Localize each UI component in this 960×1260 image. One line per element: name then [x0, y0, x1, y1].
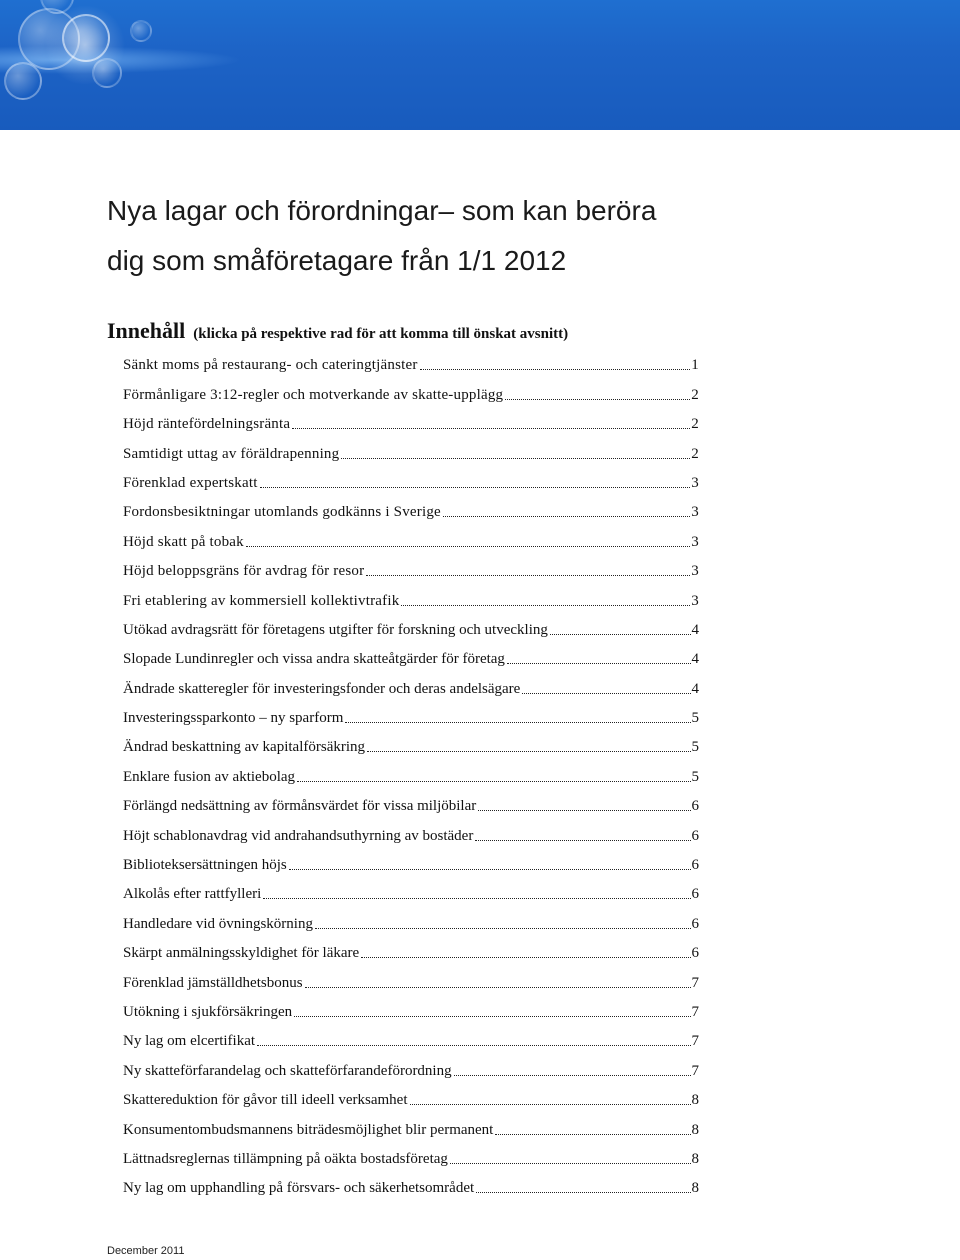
toc-entry-page[interactable]: 5 — [691, 739, 699, 756]
toc-entry-label[interactable]: Utökning i sjukförsäkringen — [123, 1003, 293, 1020]
title-line-1: Nya lagar och förordningar– som kan beröra — [107, 195, 657, 226]
toc-entry[interactable] — [123, 463, 699, 492]
toc-entry-label[interactable]: Höjd skatt på tobak — [123, 533, 244, 550]
toc-entry-label[interactable]: Höjt schablonavdrag vid andrahandsuthyrning av bostäder — [123, 827, 474, 844]
toc-entry-label[interactable]: Enklare fusion av aktiebolag — [123, 768, 296, 785]
toc-entry[interactable] — [123, 610, 699, 639]
toc-entry-label[interactable]: Ändrad beskattning av kapitalförsäkring — [123, 739, 366, 756]
toc-entry[interactable] — [123, 1050, 699, 1079]
toc-dot-leader — [289, 869, 691, 870]
toc-entry-page[interactable]: 3 — [691, 504, 699, 521]
toc-entry-page[interactable]: 5 — [691, 768, 699, 785]
toc-entry[interactable] — [123, 727, 699, 756]
toc-entry[interactable] — [123, 580, 699, 609]
toc-entry[interactable] — [123, 874, 699, 903]
toc-entry-label[interactable]: Ändrade skatteregler för investeringsfonder och deras andelsägare — [123, 680, 521, 697]
toc-entry[interactable] — [123, 815, 699, 844]
toc-dot-leader — [443, 516, 690, 517]
toc-entry-label[interactable]: Lättnadsreglernas tillämpning på oäkta bostadsföretag — [123, 1150, 448, 1167]
toc-entry[interactable] — [123, 1139, 699, 1168]
toc-entry[interactable] — [123, 345, 699, 374]
toc-entry[interactable] — [123, 786, 699, 815]
toc-entry-page[interactable]: 6 — [691, 857, 699, 874]
title-line-2: dig som småföretagare från 1/1 2012 — [107, 245, 567, 276]
toc-entry-label[interactable]: Ny skatteförfarandelag och skatteförfarandeförordning — [123, 1062, 452, 1079]
toc-entry-page[interactable]: 3 — [691, 563, 699, 580]
toc-dot-leader — [305, 987, 691, 988]
toc-entry[interactable] — [123, 1021, 699, 1050]
bubble-decoration — [62, 14, 110, 62]
toc-entry-page[interactable]: 2 — [691, 445, 699, 462]
toc-entry-label[interactable]: Höjd beloppsgräns för avdrag för resor — [123, 563, 365, 580]
toc-entry-page[interactable]: 6 — [691, 798, 699, 815]
toc-entry-page[interactable]: 7 — [691, 1033, 699, 1050]
document-title — [107, 186, 907, 286]
toc-dot-leader — [420, 369, 691, 370]
footer-date: December 2011 — [107, 1245, 185, 1257]
toc-dot-leader — [345, 722, 690, 723]
toc-entry-label[interactable]: Skattereduktion för gåvor till ideell verksamhet — [123, 1092, 408, 1109]
toc-dot-leader — [507, 663, 691, 664]
toc-entry[interactable] — [123, 521, 699, 550]
toc-entry-page[interactable]: 3 — [691, 592, 699, 609]
toc-entry-label[interactable]: Slopade Lundinregler och vissa andra skatteåtgärder för företag — [123, 651, 505, 668]
toc-entry-page[interactable]: 7 — [691, 974, 699, 991]
toc-heading-label: Innehåll — [107, 318, 186, 343]
toc-dot-leader — [297, 781, 690, 782]
toc-entry-page[interactable]: 6 — [691, 945, 699, 962]
toc-dot-leader — [263, 898, 690, 899]
toc-entry-label[interactable]: Utökad avdragsrätt för företagens utgifter för forskning och utveckling — [123, 621, 548, 638]
toc-entry-label[interactable]: Fordonsbesiktningar utomlands godkänns i Sverige — [123, 504, 441, 521]
toc-entry-label[interactable]: Förenklad jämställdhetsbonus — [123, 974, 303, 991]
toc-entry-label[interactable]: Handledare vid övningskörning — [123, 915, 313, 932]
toc-heading — [107, 318, 568, 344]
toc-entry-page[interactable]: 5 — [691, 710, 699, 727]
toc-entry-label[interactable]: Alkolås efter rattfylleri — [123, 886, 262, 903]
toc-entry-label[interactable]: Konsumentombudsmannens biträdesmöjlighet blir permanent — [123, 1121, 494, 1138]
toc-entry[interactable] — [123, 1168, 699, 1197]
toc-entry-page[interactable]: 6 — [691, 915, 699, 932]
toc-entry-page[interactable]: 2 — [691, 416, 699, 433]
toc-entry-label[interactable]: Ny lag om upphandling på försvars- och säkerhetsområdet — [123, 1180, 475, 1197]
toc-entry[interactable] — [123, 756, 699, 785]
toc-dot-leader — [366, 575, 690, 576]
toc-entry[interactable] — [123, 404, 699, 433]
toc-dot-leader — [476, 1192, 690, 1193]
toc-dot-leader — [260, 487, 691, 488]
toc-entry-page[interactable]: 4 — [691, 651, 699, 668]
toc-entry-label[interactable]: Fri etablering av kommersiell kollektivtrafik — [123, 592, 400, 609]
toc-entry-label[interactable]: Förlängd nedsättning av förmånsvärdet för vissa miljöbilar — [123, 798, 477, 815]
toc-entry-page[interactable]: 7 — [691, 1003, 699, 1020]
toc-entry-label[interactable]: Förenklad expertskatt — [123, 474, 258, 491]
bubble-decoration — [92, 58, 122, 88]
toc-entry-page[interactable]: 4 — [691, 621, 699, 638]
toc-dot-leader — [454, 1075, 691, 1076]
toc-entry[interactable] — [123, 962, 699, 991]
toc-entry-label[interactable]: Samtidigt uttag av föräldrapenning — [123, 445, 340, 462]
toc-entry-label[interactable]: Sänkt moms på restaurang- och cateringtjänster — [123, 357, 418, 374]
toc-entry-label[interactable]: Biblioteksersättningen höjs — [123, 857, 287, 874]
toc-entry-label[interactable]: Investeringssparkonto – ny sparform — [123, 710, 344, 727]
bubble-decoration — [4, 62, 42, 100]
toc-entry-page[interactable]: 6 — [691, 827, 699, 844]
toc-instruction: (klicka på respektive rad för att komma till önskat avsnitt) — [193, 326, 569, 342]
toc-dot-leader — [410, 1104, 691, 1105]
toc-dot-leader — [294, 1016, 690, 1017]
toc-entry[interactable] — [123, 992, 699, 1021]
toc-dot-leader — [450, 1163, 691, 1164]
header-banner — [0, 0, 960, 130]
toc-entry-page[interactable]: 4 — [691, 680, 699, 697]
toc-dot-leader — [361, 957, 690, 958]
toc-dot-leader — [550, 634, 691, 635]
toc-entry-page[interactable]: 7 — [691, 1062, 699, 1079]
toc-entry-label[interactable]: Ny lag om elcertifikat — [123, 1033, 256, 1050]
toc-dot-leader — [292, 428, 690, 429]
toc-entry[interactable] — [123, 433, 699, 462]
toc-dot-leader — [341, 458, 690, 459]
toc-dot-leader — [315, 928, 691, 929]
toc-entry-page[interactable]: 8 — [691, 1180, 699, 1197]
bubble-decoration — [130, 20, 152, 42]
toc-entry-page[interactable]: 3 — [691, 533, 699, 550]
toc-entry[interactable] — [123, 668, 699, 697]
toc-entry-label[interactable]: Skärpt anmälningsskyldighet för läkare — [123, 945, 360, 962]
toc-dot-leader — [246, 546, 690, 547]
toc-entry-label[interactable]: Förmånligare 3:12-regler och motverkande av skatte-upplägg — [123, 386, 504, 403]
toc-entry-label[interactable]: Höjd räntefördelningsränta — [123, 416, 291, 433]
toc-dot-leader — [478, 810, 690, 811]
toc-entry[interactable] — [123, 903, 699, 932]
toc-entry[interactable] — [123, 845, 699, 874]
toc-entry[interactable] — [123, 1109, 699, 1138]
toc-dot-leader — [522, 693, 690, 694]
toc-dot-leader — [475, 840, 690, 841]
toc-entry[interactable] — [123, 933, 699, 962]
toc-entry-page[interactable]: 2 — [691, 386, 699, 403]
toc-entry[interactable] — [123, 1080, 699, 1109]
toc-dot-leader — [401, 605, 690, 606]
toc-entry-page[interactable]: 8 — [691, 1150, 699, 1167]
toc-entry[interactable] — [123, 374, 699, 403]
toc-entry-page[interactable]: 8 — [691, 1092, 699, 1109]
toc-dot-leader — [495, 1134, 690, 1135]
toc-entry-page[interactable]: 6 — [691, 886, 699, 903]
toc-entry[interactable] — [123, 639, 699, 668]
toc-dot-leader — [505, 399, 690, 400]
toc-entry[interactable] — [123, 492, 699, 521]
toc-entry-page[interactable]: 3 — [691, 474, 699, 491]
toc-entry[interactable] — [123, 698, 699, 727]
toc-dot-leader — [257, 1045, 690, 1046]
table-of-contents — [123, 345, 699, 1197]
toc-entry-page[interactable]: 8 — [691, 1121, 699, 1138]
toc-dot-leader — [367, 751, 690, 752]
toc-entry-page[interactable]: 1 — [691, 357, 699, 374]
toc-entry[interactable] — [123, 551, 699, 580]
